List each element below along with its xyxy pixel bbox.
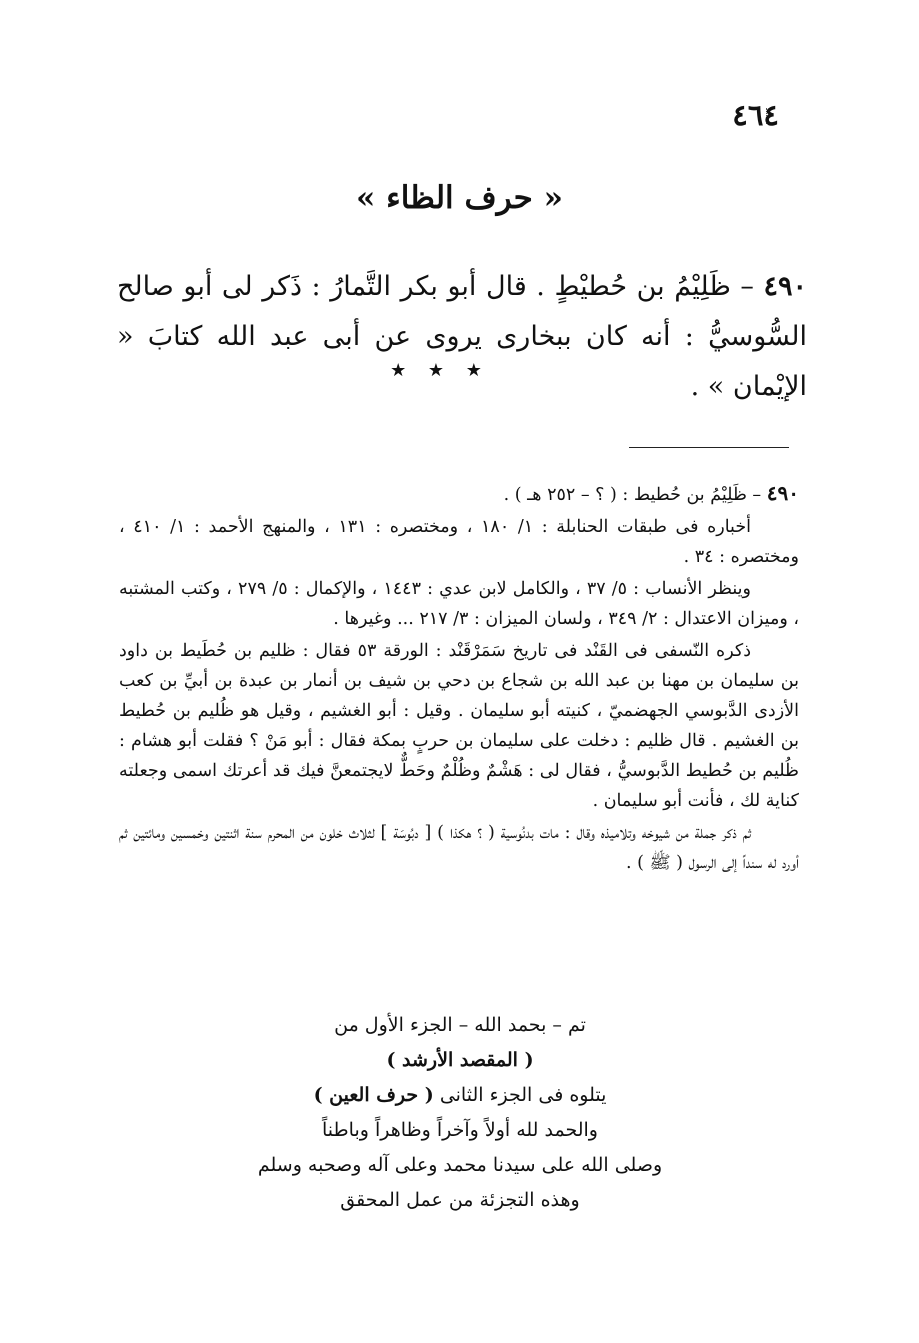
colophon-line: والحمد لله أولاً وآخراً وظاهراً وباطناً [322, 1119, 598, 1141]
colophon-next-chapter: ( حرف العين ) [313, 1084, 434, 1106]
colophon-line: وصلى الله على سيدنا محمد وعلى آله وصحبه وسلم [257, 1154, 663, 1176]
colophon-line: وهذه التجزئة من عمل المحقق [340, 1189, 580, 1211]
colophon-next-part: يتلوه فى الجزء الثانى [439, 1084, 607, 1106]
footnote-paragraph: ذكره النّسفى فى القَنْد فى تاريخ سَمَرْقَنْد : الورقة ٥٣ فقال : ظليم بن حُطَيط بن داود بن سليمان بن مهنا بن عبد الله بن شجاع بن دحي بن شيف بن أنمار بن عبدة بن أبيِّ بن كعب الأزدى الدَّبوسي الجهضميّ ، كنيته أبو سليمان . وقيل : أبو الغشيم ، وقيل هو ظُليم بن حُطيط بن الغشيم . قال ظليم : دخلت على سليمان بن حربٍ بمكة فقال : أبو مَنْ ؟ فقلت أبو هشام : ظُليم بن حُطيط الدَّبوسيُّ ، فقال لى : هَشْمٌ وظُلْمٌ وحَطٌّ لايجتمعنَّ فيك قد أعرتك اسمى وجعلته كناية لك ، فأنت أبو سليمان . [119, 641, 799, 811]
footnote-number: ٤٩٠ [766, 481, 799, 505]
footnote-paragraph: أخباره فى طبقات الحنابلة : ١/ ١٨٠ ، ومختصره : ١٣١ ، والمنهج الأحمد : ١/ ٤١٠ ، ومختصره : ٣٤ . [119, 517, 799, 567]
colophon-line: تم – بحمد الله – الجزء الأول من [334, 1014, 586, 1036]
entry-dash: – [740, 271, 754, 302]
footnote-paragraph: ثم ذكر جملة من شيوخه وتلاميذه وقال : مات بدنُوسية ( ؟ هكذا ) [ دبُوسَة ] لثلاث خلون من المحرم سنة اثنتين وخمسين ومائتين ثم أورد له سنداً إلى الرسول ( ﷺ ) . [119, 823, 799, 873]
footnotes [119, 478, 799, 880]
section-stars: ★ ★ ★ [390, 360, 490, 381]
footnote-heading [119, 478, 799, 510]
colophon [80, 1008, 840, 1218]
main-entry [117, 262, 807, 412]
entry-text: ظَلِيْمُ بن حُطيْطٍ . قال أبو بكر التَّمارُ : ذَكر لى أبو صالح السُّوسيُّ : أنه كان ببخارى يروى عن أبى عبد الله كتابَ « الإيْمان » . [117, 271, 807, 402]
entry-number: ٤٩٠ [763, 271, 807, 302]
chapter-title: « حرف الظاء » [355, 180, 564, 216]
page-number: ٤٦٤ [732, 98, 779, 132]
colophon-line [80, 1078, 840, 1113]
footnote-divider [629, 447, 789, 448]
footnote-paragraph: وينظر الأنساب : ٥/ ٣٧ ، والكامل لابن عدي : ١٤٤٣ ، والإكمال : ٥/ ٢٧٩ ، وكتب المشتبه ، وميزان الاعتدال : ٢/ ٣٤٩ ، ولسان الميزان : ٣/ ٢١٧ ... وغيرها . [119, 579, 799, 629]
footnote-heading-text: – ظَلِيْمُ بن حُطيط : ( ؟ – ٢٥٢ هـ ) . [503, 485, 762, 505]
colophon-book-title: ( المقصد الأرشد ) [386, 1049, 534, 1071]
